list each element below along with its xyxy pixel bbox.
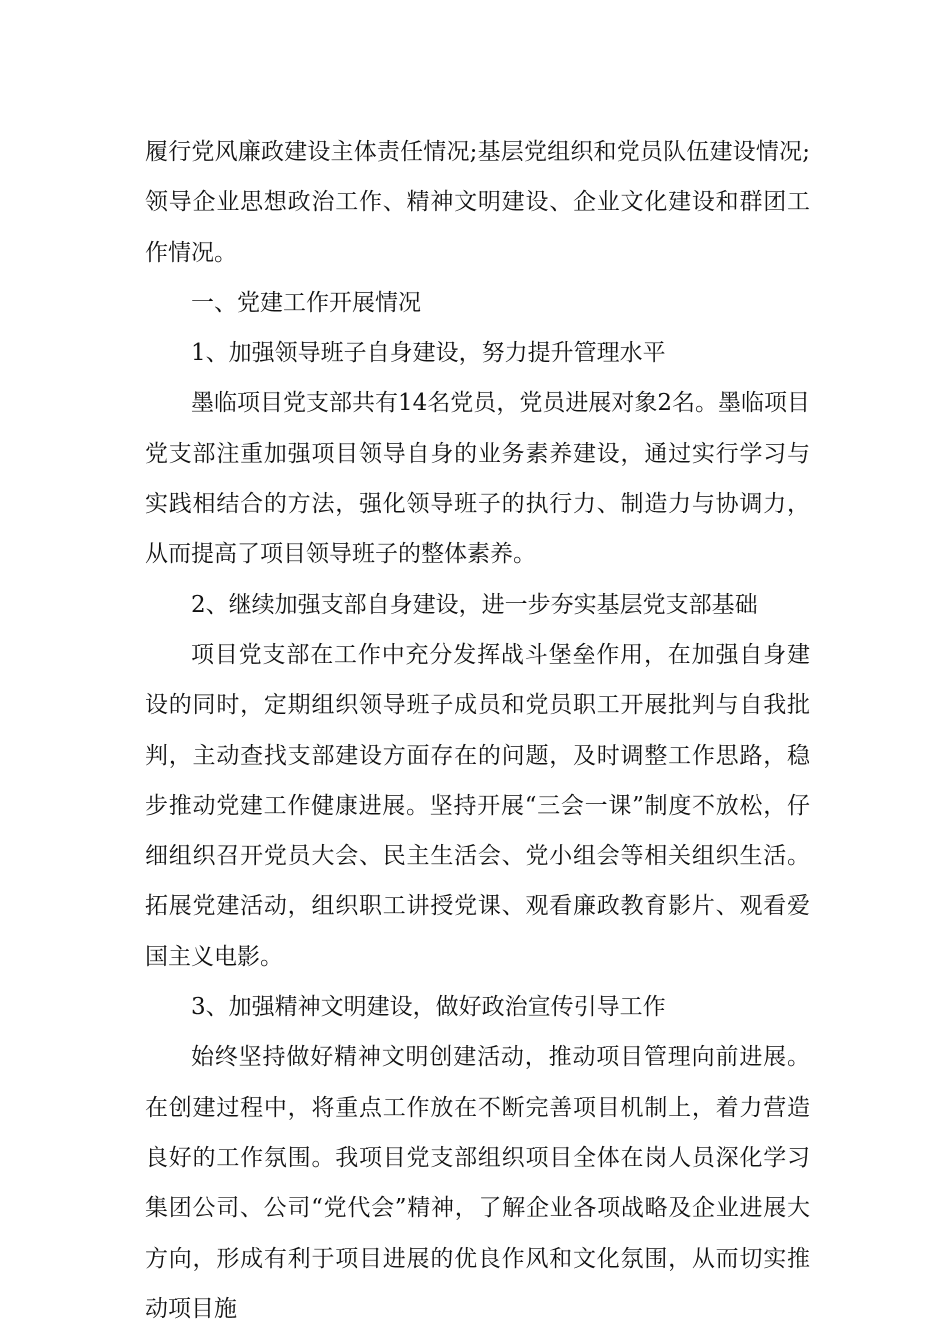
subheading-branch-building: 2、继续加强支部自身建设，进一步夯实基层党支部基础	[191, 591, 758, 618]
document-body	[145, 127, 810, 1334]
paragraph-civilization: 始终坚持做好精神文明创建活动，推动项目管理向前进展。在创建过程中，将重点工作放在不断完善项目机制上，着力营造良好的工作氛围。我项目党支部组织项目全体在岗人员深化学习集团公司、公司“党代会”精神，了解企业各项战略及企业进展大方向，形成有利于项目进展的优良作风和文化氛围，从而切实推动项目施	[145, 1044, 810, 1322]
subheading-civilization: 3、加强精神文明建设，做好政治宣传引导工作	[191, 994, 666, 1021]
paragraph-branch-building: 项目党支部在工作中充分发挥战斗堡垒作用，在加强自身建设的同时，定期组织领导班子成员和党员职工开展批判与自我批判，主动查找支部建设方面存在的问题，及时调整工作思路，稳步推动党建工作健康进展。坚持开展“三会一课”制度不放松，仔细组织召开党员大会、民主生活会、党小组会等相关组织生活。拓展党建活动，组织职工讲授党课、观看廉政教育影片、观看爱国主义电影。	[145, 641, 810, 970]
subheading-leadership: 1、加强领导班子自身建设，努力提升管理水平	[191, 340, 666, 367]
paragraph-leadership: 墨临项目党支部共有14名党员，党员进展对象2名。墨临项目党支部注重加强项目领导自身的业务素养建设，通过实行学习与实践相结合的方法，强化领导班子的执行力、制造力与协调力，从而提高了项目领导班子的整体素养。	[145, 390, 810, 568]
section-heading-party-building: 一、党建工作开展情况	[191, 289, 421, 316]
paragraph-responsibilities: 履行党风廉政建设主体责任情况;基层党组织和党员队伍建设情况;领导企业思想政治工作、精神文明建设、企业文化建设和群团工作情况。	[145, 139, 810, 266]
